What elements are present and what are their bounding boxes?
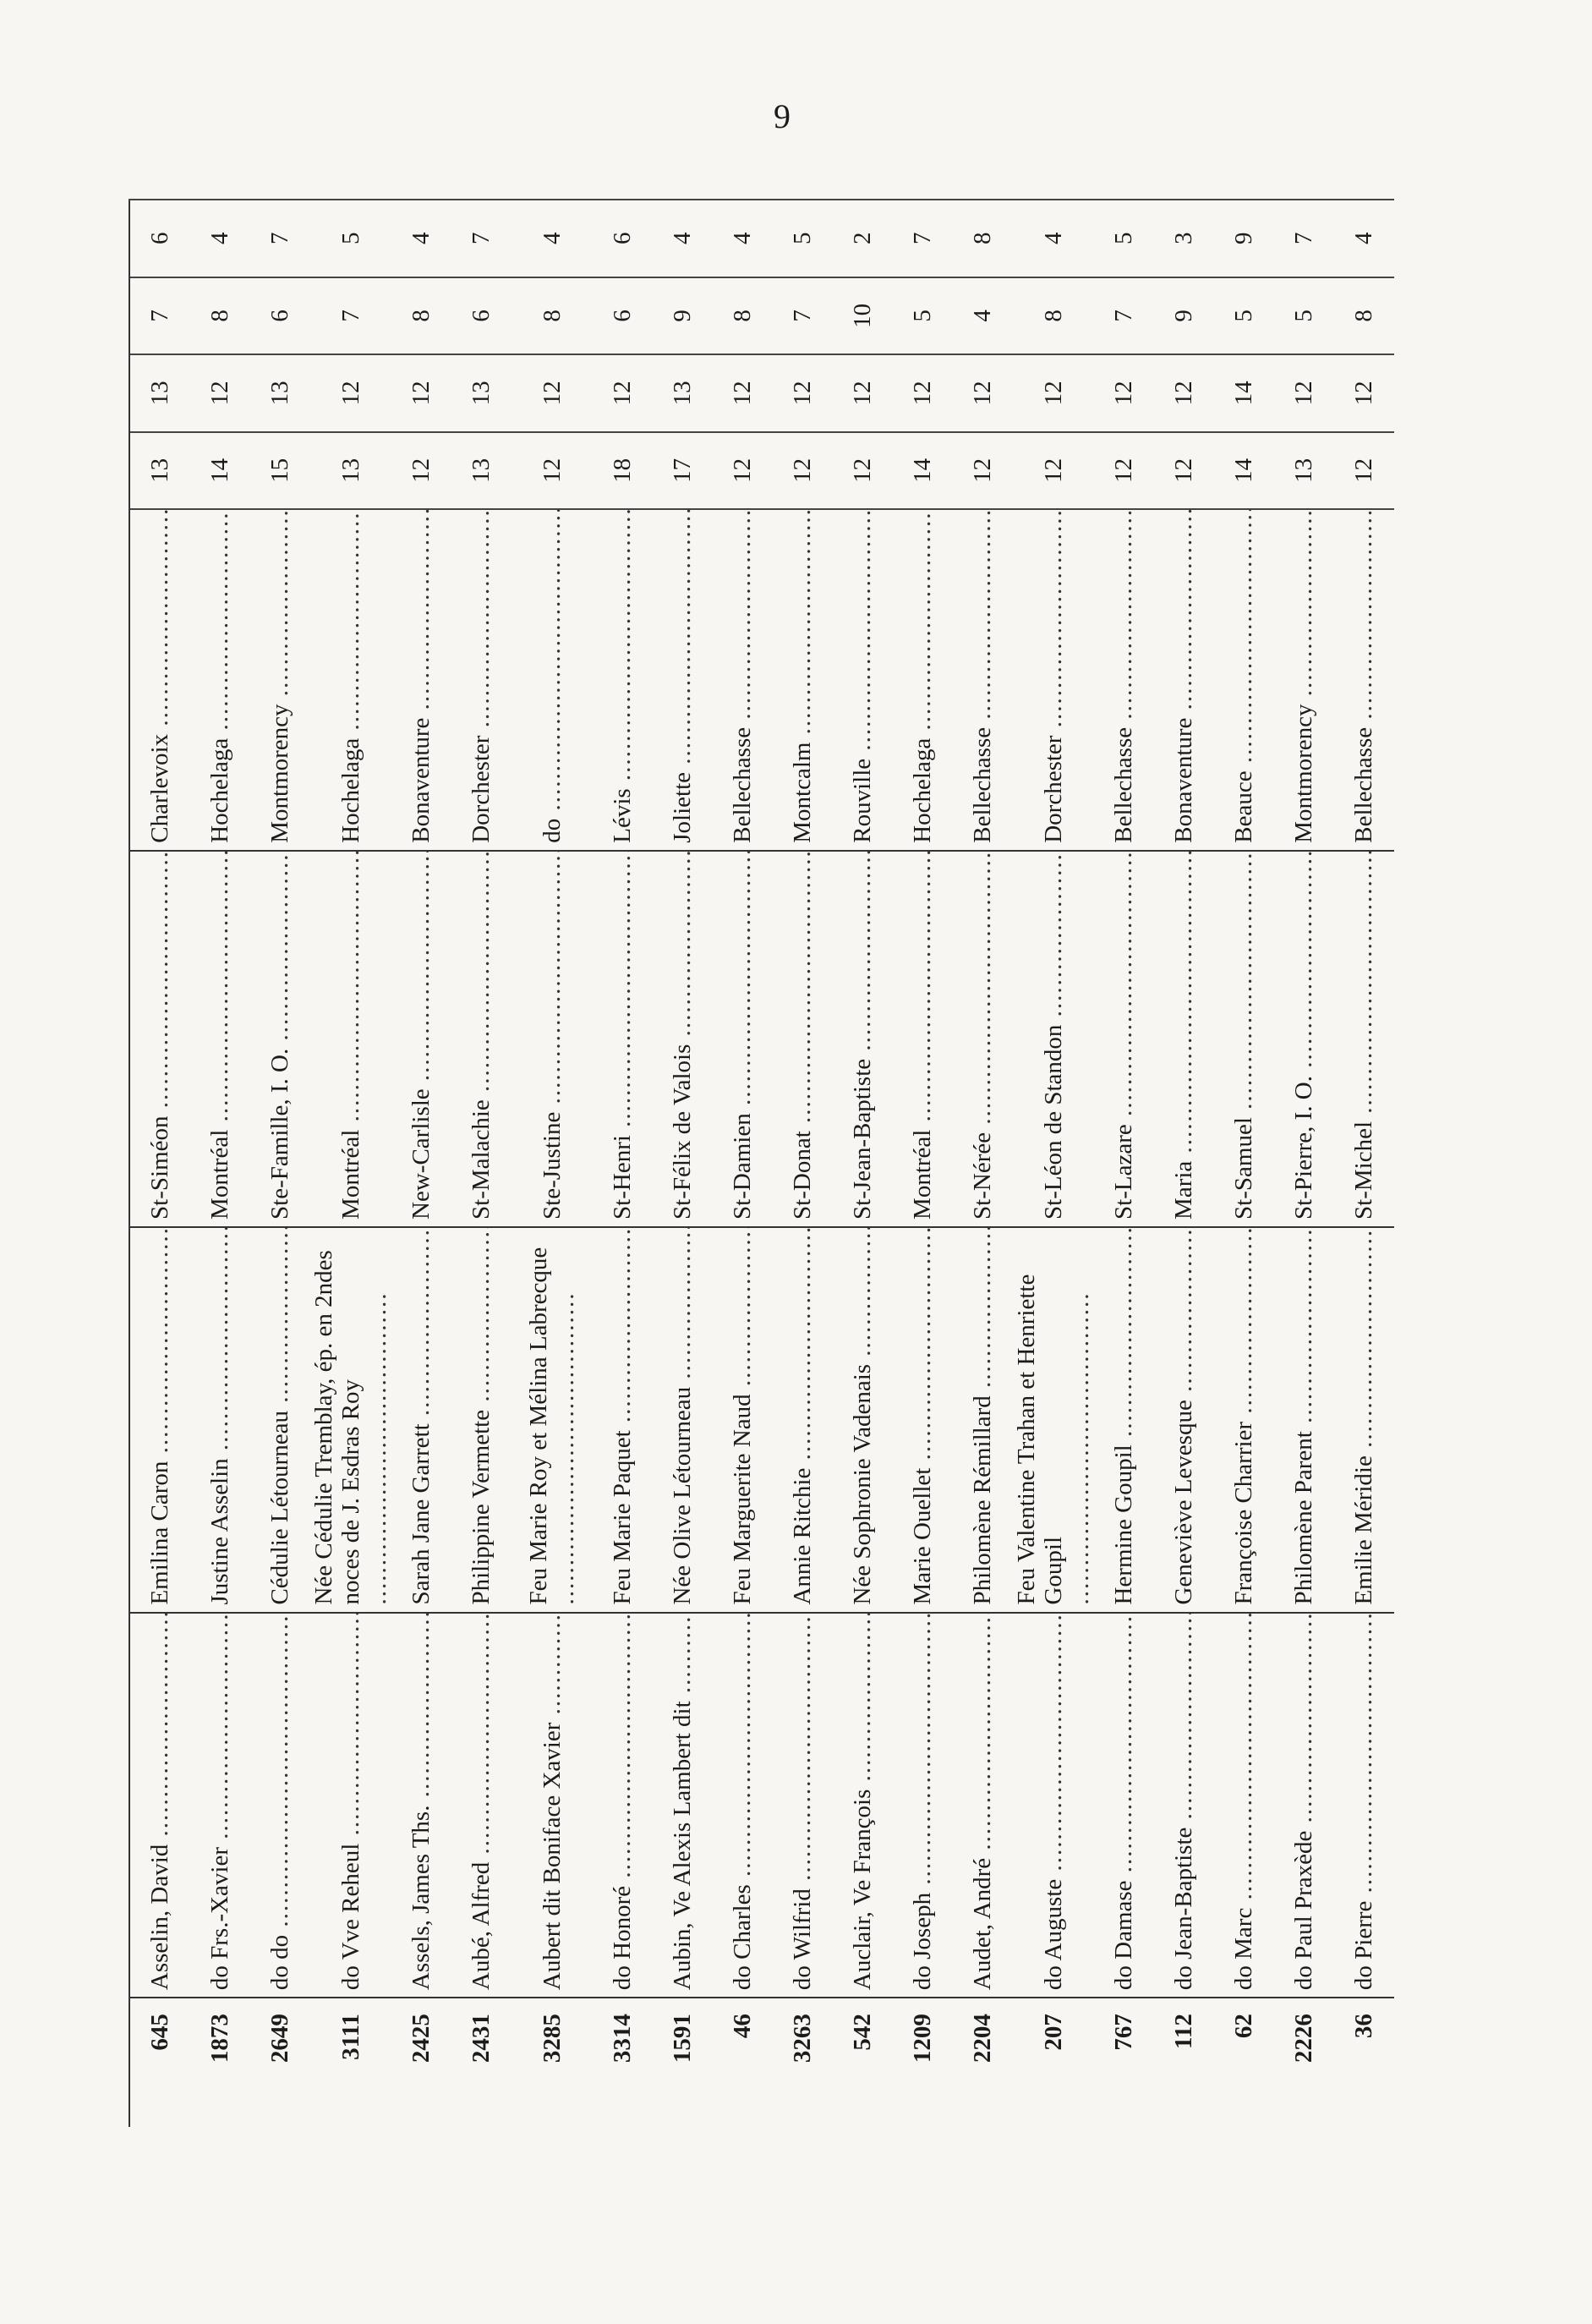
- entry-count-1: 13: [129, 432, 190, 510]
- entry-count-3: 5: [1214, 277, 1274, 355]
- entry-count-1: 12: [391, 432, 451, 510]
- entry-name: do Wilfrid .....: [773, 1613, 833, 1998]
- table-row: [1274, 200, 1334, 2127]
- entry-count-3: 8: [713, 277, 773, 355]
- entry-number: 2425: [391, 1998, 451, 2127]
- entry-parish: Montréal .....: [893, 851, 953, 1227]
- entry-number: 2226: [1274, 1998, 1334, 2127]
- entry-count-4: 3: [1154, 200, 1214, 277]
- table-row: [653, 200, 713, 2127]
- entry-number: 2204: [953, 1998, 1013, 2127]
- entry-spouse: Marie Ouellet .....: [893, 1227, 953, 1613]
- entry-count-1: 14: [1214, 432, 1274, 510]
- table-row: [310, 200, 391, 2127]
- table-row: [1013, 200, 1094, 2127]
- entry-count-1: 13: [1274, 432, 1334, 510]
- table-row: [129, 200, 190, 2127]
- entry-count-3: 7: [1094, 277, 1154, 355]
- entry-spouse: Née Cédulie Tremblay, ép. en 2ndes noces de J. Esdras Roy .....: [310, 1227, 391, 1613]
- entry-name: Asselin, David .....: [129, 1613, 190, 1998]
- table-row: [953, 200, 1013, 2127]
- entry-count-3: 8: [190, 277, 250, 355]
- entry-parish: St-Henri .....: [593, 851, 653, 1227]
- entry-number: 46: [713, 1998, 773, 2127]
- entry-count-2: 12: [310, 354, 391, 432]
- entry-county: Bellechasse .....: [1094, 509, 1154, 851]
- entry-spouse: Geneviève Levesque .....: [1154, 1227, 1214, 1613]
- entry-count-1: 12: [1094, 432, 1154, 510]
- entry-parish: New-Carlisle .....: [391, 851, 451, 1227]
- entry-number: 542: [833, 1998, 893, 2127]
- entry-count-2: 12: [1154, 354, 1214, 432]
- entry-number: 3111: [310, 1998, 391, 2127]
- entry-name: Aubert dit Boniface Xavier .....: [512, 1613, 593, 1998]
- entry-parish: Ste-Famille, I. O. .....: [250, 851, 310, 1227]
- entry-count-1: 13: [451, 432, 512, 510]
- entry-count-3: 8: [1334, 277, 1394, 355]
- entry-count-3: 6: [593, 277, 653, 355]
- entry-parish: St-Félix de Valois .....: [653, 851, 713, 1227]
- entry-count-3: 4: [953, 277, 1013, 355]
- entry-count-4: 7: [893, 200, 953, 277]
- entry-count-1: 12: [833, 432, 893, 510]
- entry-count-2: 12: [1013, 354, 1094, 432]
- entry-count-2: 12: [593, 354, 653, 432]
- entry-count-4: 6: [129, 200, 190, 277]
- table-row: [391, 200, 451, 2127]
- entry-number: 62: [1214, 1998, 1274, 2127]
- entry-count-2: 12: [713, 354, 773, 432]
- entry-county: Beauce .....: [1214, 509, 1274, 851]
- entry-spouse: Philomène Parent .....: [1274, 1227, 1334, 1613]
- entry-name: do Pierre .....: [1334, 1613, 1394, 1998]
- entry-name: do Charles .....: [713, 1613, 773, 1998]
- entry-count-1: 14: [190, 432, 250, 510]
- entry-count-4: 4: [190, 200, 250, 277]
- table-row: [713, 200, 773, 2127]
- entry-county: do .....: [512, 509, 593, 851]
- entry-count-1: 12: [953, 432, 1013, 510]
- entry-county: Bellechasse .....: [953, 509, 1013, 851]
- entry-county: Joliette .....: [653, 509, 713, 851]
- entry-count-4: 4: [713, 200, 773, 277]
- entry-count-3: 6: [451, 277, 512, 355]
- entry-count-3: 9: [653, 277, 713, 355]
- table-row: [250, 200, 310, 2127]
- entry-number: 1873: [190, 1998, 250, 2127]
- entry-name: do Auguste .....: [1013, 1613, 1094, 1998]
- entry-name: Audet, André .....: [953, 1613, 1013, 1998]
- entry-count-3: 5: [1274, 277, 1334, 355]
- entry-name: do do .....: [250, 1613, 310, 1998]
- entry-spouse: Françoise Charrier .....: [1214, 1227, 1274, 1613]
- entry-count-1: 12: [512, 432, 593, 510]
- register-body: [129, 200, 1394, 2127]
- entry-spouse: Feu Valentine Trahan et Henriette Goupil .....: [1013, 1227, 1094, 1613]
- entry-count-4: 7: [250, 200, 310, 277]
- entry-count-1: 18: [593, 432, 653, 510]
- entry-count-3: 8: [1013, 277, 1094, 355]
- entry-spouse: Feu Marie Roy et Mélina Labrecque .....: [512, 1227, 593, 1613]
- entry-parish: St-Léon de Standon .....: [1013, 851, 1094, 1227]
- entry-parish: St-Siméon .....: [129, 851, 190, 1227]
- entry-name: do Vve Reheul .....: [310, 1613, 391, 1998]
- table-row: [833, 200, 893, 2127]
- entry-number: 2649: [250, 1998, 310, 2127]
- entry-spouse: Née Sophronie Vadenais .....: [833, 1227, 893, 1613]
- page-number: 9: [774, 97, 791, 135]
- register-table: [129, 199, 1394, 2127]
- entry-number: 645: [129, 1998, 190, 2127]
- entry-number: 767: [1094, 1998, 1154, 2127]
- entry-count-4: 8: [953, 200, 1013, 277]
- entry-count-4: 7: [1274, 200, 1334, 277]
- entry-spouse: Justine Asselin .....: [190, 1227, 250, 1613]
- entry-name: do Marc .....: [1214, 1613, 1274, 1998]
- entry-county: Hochelaga .....: [190, 509, 250, 851]
- entry-spouse: Philomène Rémillard .....: [953, 1227, 1013, 1613]
- entry-county: Bellechasse .....: [1334, 509, 1394, 851]
- entry-count-1: 17: [653, 432, 713, 510]
- entry-parish: St-Pierre, I. O. .....: [1274, 851, 1334, 1227]
- entry-name: do Jean-Baptiste .....: [1154, 1613, 1214, 1998]
- entry-count-2: 13: [653, 354, 713, 432]
- entry-spouse: Feu Marie Paquet .....: [593, 1227, 653, 1613]
- entry-number: 36: [1334, 1998, 1394, 2127]
- entry-parish: St-Nérée .....: [953, 851, 1013, 1227]
- entry-name: Assels, James Ths. .....: [391, 1613, 451, 1998]
- entry-county: Lévis .....: [593, 509, 653, 851]
- entry-count-4: 9: [1214, 200, 1274, 277]
- entry-count-4: 2: [833, 200, 893, 277]
- entry-name: Aubé, Alfred .....: [451, 1613, 512, 1998]
- entry-spouse: Emilie Méridie .....: [1334, 1227, 1394, 1613]
- entry-count-1: 13: [310, 432, 391, 510]
- rotated-register-table: [129, 199, 1515, 2127]
- entry-parish: St-Jean-Baptiste .....: [833, 851, 893, 1227]
- entry-count-4: 5: [773, 200, 833, 277]
- entry-name: do Damase .....: [1094, 1613, 1154, 1998]
- entry-parish: St-Donat .....: [773, 851, 833, 1227]
- entry-parish: St-Lazare .....: [1094, 851, 1154, 1227]
- entry-spouse: Née Olive Létourneau .....: [653, 1227, 713, 1613]
- entry-county: Rouville .....: [833, 509, 893, 851]
- entry-count-1: 12: [773, 432, 833, 510]
- entry-count-1: 12: [1334, 432, 1394, 510]
- entry-county: Hochelaga .....: [893, 509, 953, 851]
- entry-name: do Honoré .....: [593, 1613, 653, 1998]
- entry-count-4: 6: [593, 200, 653, 277]
- entry-number: 207: [1013, 1998, 1094, 2127]
- entry-name: Aubin, Ve Alexis Lambert dit .....: [653, 1613, 713, 1998]
- entry-county: Bonaventure .....: [1154, 509, 1214, 851]
- entry-number: 3263: [773, 1998, 833, 2127]
- entry-count-1: 12: [1013, 432, 1094, 510]
- entry-spouse: Cédulie Létourneau .....: [250, 1227, 310, 1613]
- entry-count-1: 12: [1154, 432, 1214, 510]
- table-row: [1214, 200, 1274, 2127]
- entry-county: Montmorency .....: [250, 509, 310, 851]
- entry-spouse: Feu Marguerite Naud .....: [713, 1227, 773, 1613]
- entry-parish: St-Malachie .....: [451, 851, 512, 1227]
- entry-count-2: 13: [250, 354, 310, 432]
- entry-count-3: 7: [129, 277, 190, 355]
- entry-count-4: 4: [1013, 200, 1094, 277]
- entry-count-2: 12: [1094, 354, 1154, 432]
- entry-count-3: 9: [1154, 277, 1214, 355]
- entry-number: 2431: [451, 1998, 512, 2127]
- table-row: [512, 200, 593, 2127]
- entry-number: 3285: [512, 1998, 593, 2127]
- entry-count-1: 12: [713, 432, 773, 510]
- entry-count-2: 12: [391, 354, 451, 432]
- entry-county: Montcalm .....: [773, 509, 833, 851]
- entry-count-3: 8: [391, 277, 451, 355]
- entry-spouse: Hermine Goupil .....: [1094, 1227, 1154, 1613]
- entry-number: 1591: [653, 1998, 713, 2127]
- entry-count-2: 12: [512, 354, 593, 432]
- entry-name: do Paul Praxède .....: [1274, 1613, 1334, 1998]
- entry-spouse: Annie Ritchie .....: [773, 1227, 833, 1613]
- entry-county: Charlevoix .....: [129, 509, 190, 851]
- entry-count-2: 12: [190, 354, 250, 432]
- entry-count-3: 6: [250, 277, 310, 355]
- entry-count-2: 13: [451, 354, 512, 432]
- entry-count-3: 8: [512, 277, 593, 355]
- entry-number: 1209: [893, 1998, 953, 2127]
- entry-county: Dorchester .....: [451, 509, 512, 851]
- entry-county: Montmorency .....: [1274, 509, 1334, 851]
- entry-count-2: 12: [1334, 354, 1394, 432]
- entry-count-4: 4: [1334, 200, 1394, 277]
- entry-name: Auclair, Ve François .....: [833, 1613, 893, 1998]
- entry-name: do Joseph .....: [893, 1613, 953, 1998]
- entry-county: Bonaventure .....: [391, 509, 451, 851]
- entry-parish: Ste-Justine .....: [512, 851, 593, 1227]
- table-row: [451, 200, 512, 2127]
- table-row: [593, 200, 653, 2127]
- table-row: [893, 200, 953, 2127]
- entry-count-3: 7: [773, 277, 833, 355]
- entry-count-2: 12: [893, 354, 953, 432]
- entry-name: do Frs.-Xavier .....: [190, 1613, 250, 1998]
- entry-count-3: 7: [310, 277, 391, 355]
- entry-count-4: 4: [653, 200, 713, 277]
- entry-county: Hochelaga .....: [310, 509, 391, 851]
- entry-parish: Montréal .....: [310, 851, 391, 1227]
- entry-count-2: 13: [129, 354, 190, 432]
- entry-count-1: 15: [250, 432, 310, 510]
- entry-count-3: 10: [833, 277, 893, 355]
- entry-count-4: 7: [451, 200, 512, 277]
- entry-count-2: 12: [773, 354, 833, 432]
- entry-count-3: 5: [893, 277, 953, 355]
- entry-count-4: 4: [512, 200, 593, 277]
- entry-count-2: 12: [833, 354, 893, 432]
- entry-county: Bellechasse .....: [713, 509, 773, 851]
- entry-parish: St-Samuel .....: [1214, 851, 1274, 1227]
- table-row: [1154, 200, 1214, 2127]
- table-row: [1334, 200, 1394, 2127]
- entry-parish: St-Damien .....: [713, 851, 773, 1227]
- entry-number: 112: [1154, 1998, 1214, 2127]
- entry-spouse: Emilina Caron .....: [129, 1227, 190, 1613]
- entry-count-4: 5: [1094, 200, 1154, 277]
- table-row: [773, 200, 833, 2127]
- entry-parish: Montréal .....: [190, 851, 250, 1227]
- entry-number: 3314: [593, 1998, 653, 2127]
- entry-spouse: Sarah Jane Garrett .....: [391, 1227, 451, 1613]
- entry-count-4: 5: [310, 200, 391, 277]
- entry-count-1: 14: [893, 432, 953, 510]
- entry-count-4: 4: [391, 200, 451, 277]
- entry-spouse: Philippine Vermette .....: [451, 1227, 512, 1613]
- entry-count-2: 12: [953, 354, 1013, 432]
- entry-count-2: 14: [1214, 354, 1274, 432]
- entry-parish: Maria .....: [1154, 851, 1214, 1227]
- table-row: [1094, 200, 1154, 2127]
- entry-count-2: 12: [1274, 354, 1334, 432]
- entry-county: Dorchester .....: [1013, 509, 1094, 851]
- entry-parish: St-Michel .....: [1334, 851, 1394, 1227]
- table-row: [190, 200, 250, 2127]
